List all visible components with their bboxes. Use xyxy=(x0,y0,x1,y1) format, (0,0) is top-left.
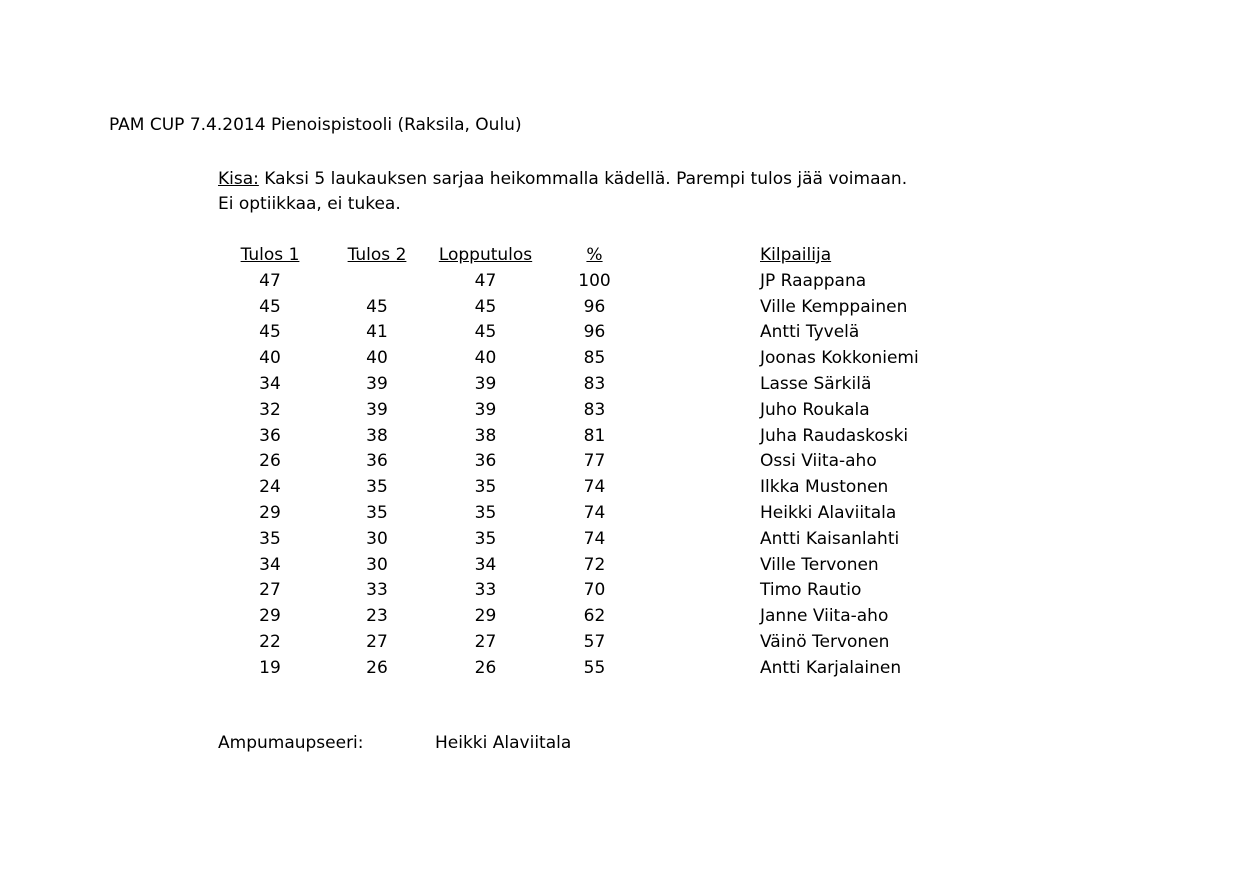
header-tulos-1: Tulos 1 xyxy=(240,245,300,265)
cell-percent: 74 xyxy=(583,477,606,498)
cell-kilpailija: Juha Raudaskoski xyxy=(760,425,909,446)
header-percent: % xyxy=(586,245,603,265)
cell-percent: 100 xyxy=(578,270,611,291)
cell-tulos-1: 40 xyxy=(259,348,281,369)
cell-tulos-1: 29 xyxy=(259,502,281,523)
table-header-row xyxy=(218,243,919,269)
cell-kilpailija: Antti Tyvelä xyxy=(760,322,860,343)
cell-lopputulos: 34 xyxy=(474,554,497,575)
cell-tulos-2: 27 xyxy=(366,631,388,652)
cell-percent: 70 xyxy=(583,580,606,601)
cell-percent: 83 xyxy=(583,399,606,420)
footer-value: Heikki Alaviitala xyxy=(435,733,572,753)
header-lopputulos: Lopputulos xyxy=(438,245,533,265)
cell-percent: 77 xyxy=(583,451,606,472)
cell-tulos-1: 26 xyxy=(259,451,281,472)
cell-kilpailija: JP Raappana xyxy=(760,270,867,291)
table-row xyxy=(218,424,919,450)
cell-kilpailija: Väinö Tervonen xyxy=(760,631,890,652)
cell-tulos-2 xyxy=(322,269,432,295)
table-row xyxy=(218,346,919,372)
cell-tulos-1: 45 xyxy=(259,296,281,317)
cell-kilpailija: Antti Kaisanlahti xyxy=(760,528,900,549)
cell-lopputulos: 40 xyxy=(474,348,497,369)
cell-lopputulos: 26 xyxy=(474,657,497,678)
cell-tulos-2: 35 xyxy=(366,477,388,498)
cell-kilpailija: Ville Tervonen xyxy=(760,554,879,575)
cell-tulos-2: 41 xyxy=(366,322,388,343)
table-row xyxy=(218,630,919,656)
cell-tulos-2: 39 xyxy=(366,373,388,394)
table-row xyxy=(218,295,919,321)
table-row xyxy=(218,398,919,424)
table-row xyxy=(218,475,919,501)
cell-kilpailija: Juho Roukala xyxy=(760,399,870,420)
cell-kilpailija: Ilkka Mustonen xyxy=(760,477,889,498)
table-row xyxy=(218,553,919,579)
cell-tulos-2: 35 xyxy=(366,502,388,523)
cell-kilpailija: Heikki Alaviitala xyxy=(760,502,897,523)
cell-tulos-1: 29 xyxy=(259,606,281,627)
table-row xyxy=(218,656,919,682)
cell-percent: 96 xyxy=(583,322,606,343)
cell-percent: 74 xyxy=(583,528,606,549)
cell-tulos-2: 36 xyxy=(366,451,388,472)
cell-percent: 85 xyxy=(583,348,606,369)
cell-lopputulos: 39 xyxy=(474,399,497,420)
description-label: Kisa: xyxy=(218,169,259,189)
cell-tulos-2: 39 xyxy=(366,399,388,420)
cell-lopputulos: 45 xyxy=(474,322,497,343)
cell-lopputulos: 29 xyxy=(474,606,497,627)
cell-tulos-1: 32 xyxy=(259,399,281,420)
table-row xyxy=(218,604,919,630)
cell-tulos-2: 30 xyxy=(366,528,388,549)
cell-tulos-2: 33 xyxy=(366,580,388,601)
cell-tulos-1: 47 xyxy=(259,270,281,291)
table-row xyxy=(218,320,919,346)
cell-percent: 57 xyxy=(583,631,606,652)
cell-percent: 62 xyxy=(583,606,606,627)
cell-lopputulos: 35 xyxy=(474,477,497,498)
cell-tulos-2: 23 xyxy=(366,606,388,627)
description-text: Kaksi 5 laukauksen sarjaa heikommalla kädellä. Parempi tulos jää voimaan. Ei optiikkaa, ei tukea. xyxy=(218,169,908,214)
cell-tulos-2: 40 xyxy=(366,348,388,369)
cell-lopputulos: 38 xyxy=(474,425,497,446)
cell-kilpailija: Ville Kemppainen xyxy=(760,296,908,317)
cell-percent: 83 xyxy=(583,373,606,394)
cell-kilpailija: Timo Rautio xyxy=(760,580,862,601)
table-row xyxy=(218,501,919,527)
cell-tulos-1: 34 xyxy=(259,373,281,394)
cell-percent: 74 xyxy=(583,502,606,523)
cell-kilpailija: Ossi Viita-aho xyxy=(760,451,877,472)
table-row xyxy=(218,527,919,553)
cell-percent: 96 xyxy=(583,296,606,317)
cell-tulos-2: 30 xyxy=(366,554,388,575)
cell-lopputulos: 35 xyxy=(474,528,497,549)
footer xyxy=(218,733,572,753)
cell-kilpailija: Lasse Särkilä xyxy=(760,373,872,394)
table-row xyxy=(218,449,919,475)
cell-lopputulos: 33 xyxy=(474,580,497,601)
cell-percent: 55 xyxy=(583,657,606,678)
cell-lopputulos: 36 xyxy=(474,451,497,472)
cell-lopputulos: 47 xyxy=(474,270,497,291)
table-row xyxy=(218,269,919,295)
cell-percent: 72 xyxy=(583,554,606,575)
cell-tulos-1: 27 xyxy=(259,580,281,601)
cell-tulos-1: 36 xyxy=(259,425,281,446)
table-row xyxy=(218,372,919,398)
cell-kilpailija: Janne Viita-aho xyxy=(760,606,889,627)
cell-tulos-1: 34 xyxy=(259,554,281,575)
cell-tulos-2: 26 xyxy=(366,657,388,678)
cell-lopputulos: 35 xyxy=(474,502,497,523)
document-title: PAM CUP 7.4.2014 Pienoispistooli (Raksila, Oulu) xyxy=(109,115,522,135)
header-tulos-2: Tulos 2 xyxy=(347,245,407,265)
cell-tulos-1: 24 xyxy=(259,477,281,498)
cell-tulos-2: 38 xyxy=(366,425,388,446)
cell-lopputulos: 45 xyxy=(474,296,497,317)
cell-percent: 81 xyxy=(583,425,606,446)
cell-tulos-1: 22 xyxy=(259,631,281,652)
cell-tulos-1: 45 xyxy=(259,322,281,343)
table-row xyxy=(218,578,919,604)
cell-kilpailija: Antti Karjalainen xyxy=(760,657,902,678)
competition-description xyxy=(218,167,918,217)
cell-tulos-2: 45 xyxy=(366,296,388,317)
cell-tulos-1: 19 xyxy=(259,657,281,678)
cell-tulos-1: 35 xyxy=(259,528,281,549)
header-kilpailija: Kilpailija xyxy=(760,245,832,265)
cell-lopputulos: 39 xyxy=(474,373,497,394)
results-table xyxy=(218,243,919,682)
cell-lopputulos: 27 xyxy=(474,631,497,652)
footer-label: Ampumaupseeri: xyxy=(218,733,364,753)
cell-kilpailija: Joonas Kokkoniemi xyxy=(760,348,919,369)
